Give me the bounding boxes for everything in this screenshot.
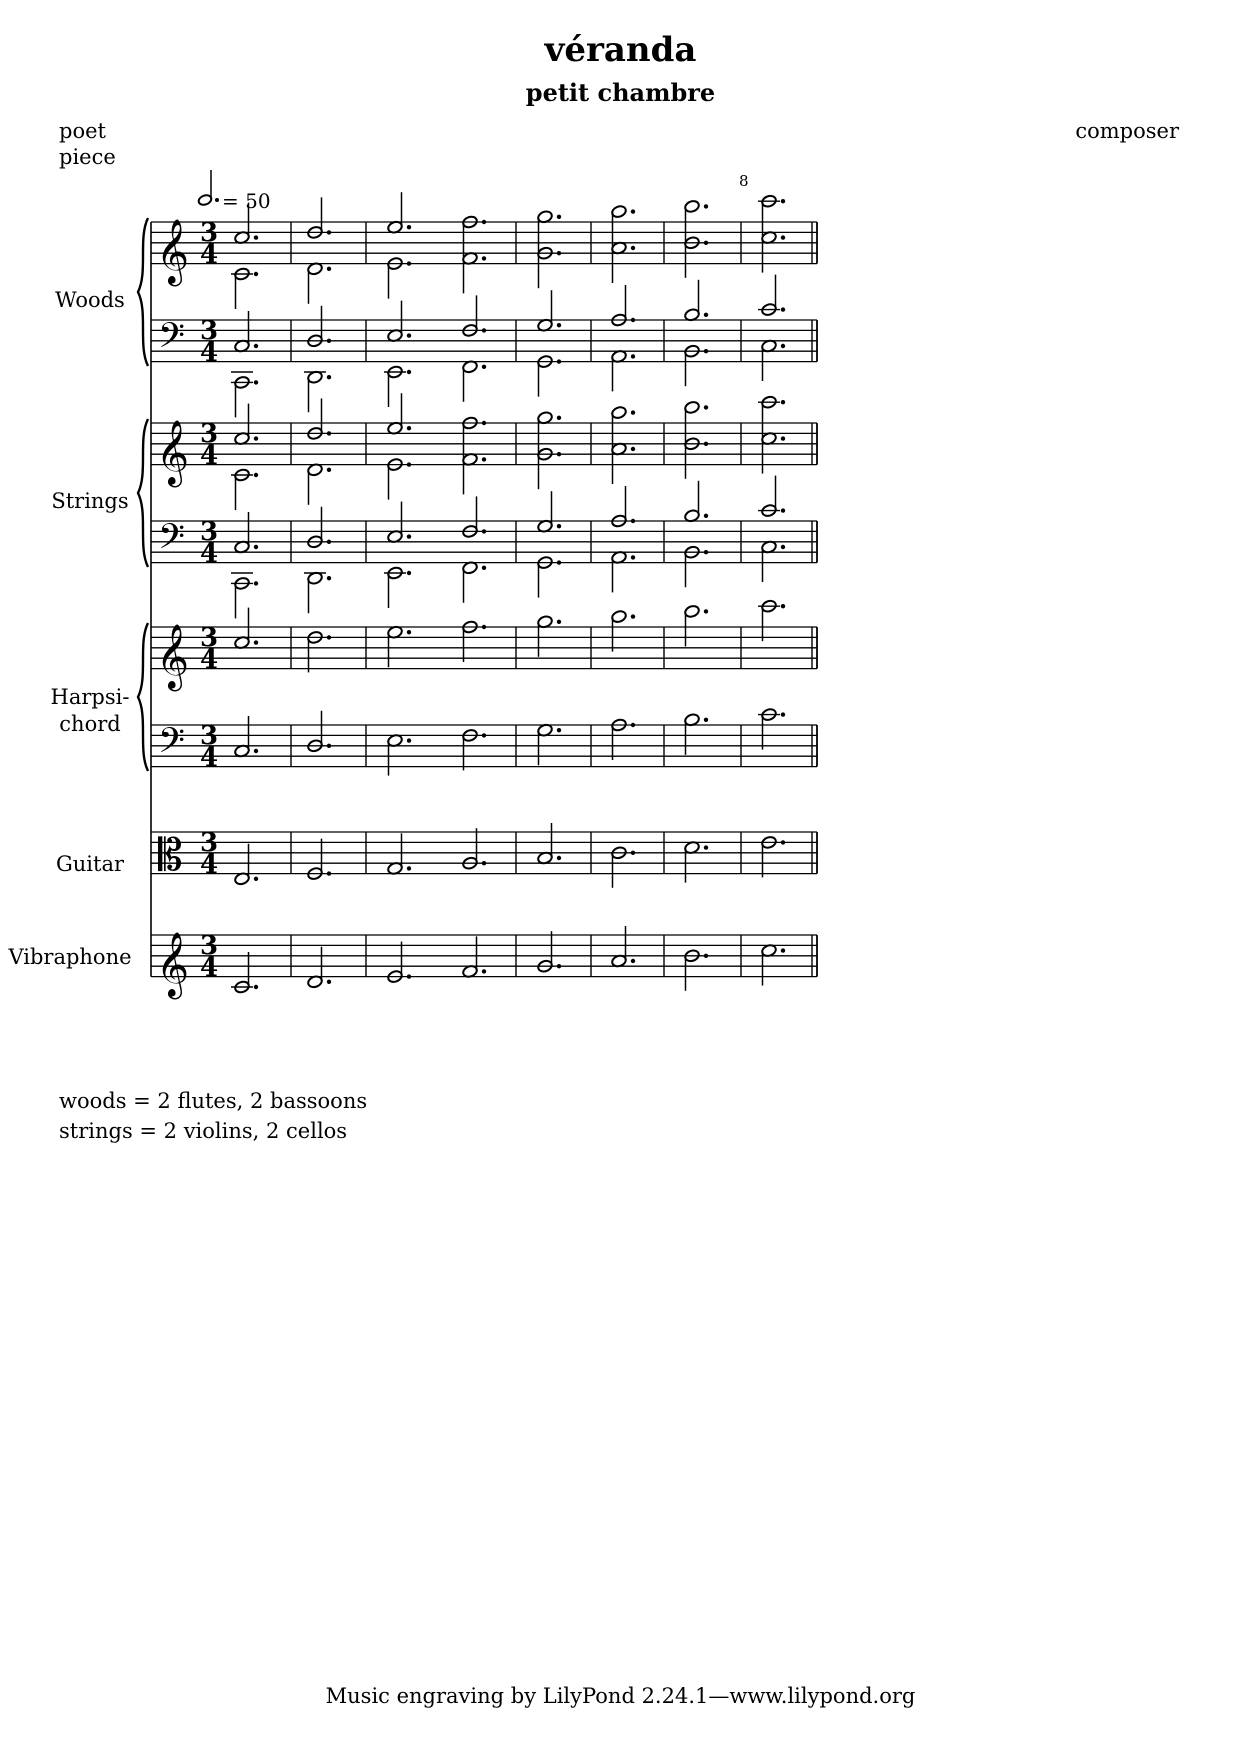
treble-clef: 𝄞 — [156, 932, 190, 997]
harpsichord-bass-note — [611, 718, 635, 760]
augmentation-dot — [704, 718, 708, 722]
augmentation-dot — [557, 215, 561, 219]
bass-lower-note — [537, 556, 561, 598]
bass-upper-note — [462, 295, 486, 337]
augmentation-dot — [631, 354, 635, 358]
augmentation-dot — [704, 349, 708, 353]
bass-upper-note — [462, 496, 486, 538]
lower-voice-note — [537, 246, 561, 288]
brace-harpsichord — [138, 623, 148, 771]
augmentation-dot — [327, 980, 331, 984]
guitar-note — [537, 823, 561, 865]
bass-clef: 𝄢 — [158, 516, 186, 565]
staff-6 — [151, 832, 817, 874]
augmentation-dot — [407, 630, 411, 634]
lower-voice-note — [462, 452, 486, 494]
augmentation-dot — [781, 400, 785, 404]
lower-voice-note — [761, 432, 785, 474]
bass-clef: 𝄢 — [158, 720, 186, 769]
harpsichord-bass-note — [387, 734, 411, 776]
harpsichord-bass-note — [307, 711, 331, 753]
augmentation-dot — [407, 261, 411, 265]
bass-lower-note — [611, 550, 635, 592]
augmentation-dot — [482, 733, 486, 737]
lower-voice-note — [761, 231, 785, 273]
vibraphone-note — [462, 936, 486, 978]
augmentation-dot — [482, 328, 486, 332]
time-signature-bottom: 4 — [200, 645, 219, 675]
upper-voice-note — [761, 194, 785, 236]
time-signature-bottom: 4 — [200, 850, 219, 880]
upper-voice-note — [684, 199, 708, 241]
staff-1 — [151, 320, 817, 362]
augmentation-dot — [781, 508, 785, 512]
lower-voice-note — [387, 257, 411, 299]
upper-voice-note — [387, 393, 411, 435]
time-signature-bottom: 4 — [200, 953, 219, 983]
lower-voice-note — [234, 468, 258, 510]
ottava-mark: 8 — [739, 172, 749, 190]
harpsichord-treble-note — [684, 604, 708, 646]
augmentation-dot — [704, 609, 708, 613]
guitar-note — [611, 846, 635, 888]
augmentation-dot — [407, 426, 411, 430]
upper-voice-note — [611, 205, 635, 247]
augmentation-dot — [407, 225, 411, 229]
upper-voice-note — [234, 203, 258, 245]
lower-voice-note — [462, 251, 486, 293]
instrument-name-woods: Woods — [55, 288, 125, 312]
guitar-note — [761, 835, 785, 877]
bass-lower-note — [761, 540, 785, 582]
augmentation-dot — [781, 604, 785, 608]
augmentation-dot — [781, 199, 785, 203]
upper-voice-note — [611, 406, 635, 448]
engraving-footer: Music engraving by LilyPond 2.24.1—www.lilypond.org — [325, 1684, 916, 1708]
augmentation-dot — [254, 877, 258, 881]
guitar-note — [684, 841, 708, 883]
time-signature-top: 3 — [200, 517, 219, 547]
bass-upper-note — [611, 285, 635, 327]
harpsichord-bass-note — [234, 716, 258, 758]
bass-upper-note — [387, 301, 411, 343]
time-signature-top: 3 — [200, 828, 219, 858]
augmentation-dot — [781, 712, 785, 716]
bass-upper-note — [684, 280, 708, 322]
bass-lower-note — [462, 561, 486, 603]
harpsichord-bass-note — [537, 723, 561, 765]
lower-voice-note — [307, 463, 331, 505]
augmentation-dot — [781, 307, 785, 311]
treble-clef: 𝄞 — [156, 624, 190, 689]
augmentation-dot — [254, 380, 258, 384]
upper-voice-note — [307, 197, 331, 239]
augmentation-dot — [254, 581, 258, 585]
tempo-note-dot — [215, 198, 219, 202]
guitar-note — [234, 844, 258, 886]
augmentation-dot — [254, 545, 258, 549]
staff-3 — [151, 521, 817, 563]
poet-label: poet — [59, 119, 106, 143]
harpsichord-bass-note — [761, 708, 785, 750]
guitar-note — [462, 828, 486, 870]
harpsichord-treble-note — [462, 620, 486, 662]
vibraphone-note — [611, 926, 635, 968]
augmentation-dot — [631, 614, 635, 618]
augmentation-dot — [631, 851, 635, 855]
time-signature-top: 3 — [200, 931, 219, 961]
upper-voice-note — [537, 210, 561, 252]
upper-voice-note — [684, 400, 708, 442]
harpsichord-treble-note — [611, 610, 635, 652]
upper-voice-note — [387, 192, 411, 234]
vibraphone-note — [537, 931, 561, 973]
augmentation-dot — [482, 566, 486, 570]
bass-lower-note — [761, 339, 785, 381]
bass-upper-note — [761, 476, 785, 518]
upper-voice-note — [307, 398, 331, 440]
augmentation-dot — [482, 625, 486, 629]
upper-voice-note — [761, 395, 785, 437]
time-signature-top: 3 — [200, 623, 219, 653]
augmentation-dot — [327, 468, 331, 472]
augmentation-dot — [482, 861, 486, 865]
upper-voice-note — [537, 411, 561, 453]
vibraphone-note — [684, 949, 708, 991]
augmentation-dot — [704, 241, 708, 245]
tempo-note-icon — [197, 170, 219, 206]
augmentation-dot — [482, 529, 486, 533]
lower-voice-note — [684, 236, 708, 278]
harpsichord-bass-note — [684, 713, 708, 755]
lower-voice-note — [387, 458, 411, 500]
augmentation-dot — [407, 571, 411, 575]
harpsichord-treble-note — [387, 625, 411, 667]
time-signature-top: 3 — [200, 218, 219, 248]
time-signature-bottom: 4 — [200, 441, 219, 471]
bass-upper-note — [387, 502, 411, 544]
augmentation-dot — [254, 473, 258, 477]
augmentation-dot — [254, 344, 258, 348]
augmentation-dot — [254, 272, 258, 276]
augmentation-dot — [704, 845, 708, 849]
bass-clef: 𝄢 — [158, 315, 186, 364]
bass-lower-note — [387, 365, 411, 407]
augmentation-dot — [254, 235, 258, 239]
augmentation-dot — [781, 235, 785, 239]
score-subtitle: petit chambre — [525, 78, 716, 107]
upper-voice-note — [462, 215, 486, 257]
augmentation-dot — [781, 344, 785, 348]
augmentation-dot — [704, 204, 708, 208]
lower-voice-note — [537, 447, 561, 489]
bass-upper-note — [684, 481, 708, 523]
time-signature-bottom: 4 — [200, 539, 219, 569]
augmentation-dot — [557, 359, 561, 363]
augmentation-dot — [704, 442, 708, 446]
augmentation-dot — [557, 251, 561, 255]
augmentation-dot — [631, 410, 635, 414]
time-signature-top: 3 — [200, 419, 219, 449]
instrumentation-note-strings: strings = 2 violins, 2 cellos — [59, 1119, 348, 1143]
augmentation-dot — [704, 514, 708, 518]
bass-upper-note — [537, 290, 561, 332]
bass-upper-note — [234, 311, 258, 353]
augmentation-dot — [327, 267, 331, 271]
lower-voice-note — [684, 437, 708, 479]
brace-woods — [138, 218, 148, 366]
lower-voice-note — [611, 442, 635, 484]
augmentation-dot — [557, 728, 561, 732]
augmentation-dot — [557, 452, 561, 456]
augmentation-dot — [407, 974, 411, 978]
augmentation-dot — [557, 560, 561, 564]
augmentation-dot — [631, 723, 635, 727]
augmentation-dot — [557, 524, 561, 528]
bass-lower-note — [462, 360, 486, 402]
upper-voice-note — [462, 416, 486, 458]
augmentation-dot — [254, 749, 258, 753]
augmentation-dot — [557, 323, 561, 327]
vibraphone-note — [307, 947, 331, 989]
augmentation-dot — [407, 534, 411, 538]
harpsichord-bass-note — [462, 728, 486, 770]
instrument-name-vibraphone: Vibraphone — [8, 945, 132, 969]
harpsichord-treble-note — [761, 599, 785, 641]
instrument-name-strings: Strings — [51, 489, 129, 513]
augmentation-dot — [631, 959, 635, 963]
augmentation-dot — [407, 738, 411, 742]
augmentation-dot — [327, 339, 331, 343]
augmentation-dot — [482, 457, 486, 461]
augmentation-dot — [781, 840, 785, 844]
augmentation-dot — [781, 545, 785, 549]
bass-upper-note — [761, 275, 785, 317]
lower-voice-note — [234, 267, 258, 309]
harpsichord-treble-note — [537, 615, 561, 657]
bass-lower-note — [611, 349, 635, 391]
upper-voice-note — [234, 404, 258, 446]
vibraphone-note — [761, 944, 785, 986]
augmentation-dot — [631, 246, 635, 250]
augmentation-dot — [327, 375, 331, 379]
augmentation-dot — [631, 447, 635, 451]
time-signature-top: 3 — [200, 316, 219, 346]
score-title: véranda — [544, 30, 697, 70]
augmentation-dot — [631, 318, 635, 322]
bass-lower-note — [307, 571, 331, 613]
augmentation-dot — [482, 220, 486, 224]
augmentation-dot — [704, 954, 708, 958]
augmentation-dot — [407, 866, 411, 870]
augmentation-dot — [704, 313, 708, 317]
augmentation-dot — [254, 985, 258, 989]
time-signature-bottom: 4 — [200, 240, 219, 270]
augmentation-dot — [254, 436, 258, 440]
treble-clef: 𝄞 — [156, 420, 190, 485]
augmentation-dot — [327, 871, 331, 875]
augmentation-dot — [631, 519, 635, 523]
augmentation-dot — [327, 431, 331, 435]
bass-lower-note — [234, 375, 258, 417]
augmentation-dot — [482, 421, 486, 425]
instrumentation-note-woods: woods = 2 flutes, 2 bassoons — [59, 1089, 368, 1113]
time-signature-bottom: 4 — [200, 338, 219, 368]
bass-upper-note — [307, 306, 331, 348]
guitar-note — [387, 833, 411, 875]
bass-lower-note — [684, 344, 708, 386]
augmentation-dot — [704, 405, 708, 409]
augmentation-dot — [327, 635, 331, 639]
augmentation-dot — [482, 365, 486, 369]
augmentation-dot — [254, 640, 258, 644]
staff-5 — [151, 725, 817, 767]
tempo-value: = 50 — [222, 189, 271, 213]
bass-lower-note — [387, 566, 411, 608]
staff-4 — [151, 627, 817, 669]
time-signature-bottom: 4 — [200, 743, 219, 773]
augmentation-dot — [781, 948, 785, 952]
augmentation-dot — [327, 540, 331, 544]
augmentation-dot — [482, 256, 486, 260]
instrument-name-harpsichord-1: Harpsi- — [50, 685, 130, 709]
bass-lower-note — [684, 545, 708, 587]
lower-voice-note — [611, 241, 635, 283]
bass-lower-note — [307, 370, 331, 412]
augmentation-dot — [407, 370, 411, 374]
vibraphone-note — [234, 952, 258, 994]
bass-upper-note — [537, 491, 561, 533]
augmentation-dot — [557, 856, 561, 860]
augmentation-dot — [781, 436, 785, 440]
augmentation-dot — [557, 416, 561, 420]
instrument-name-guitar: Guitar — [55, 852, 124, 876]
time-signature-top: 3 — [200, 721, 219, 751]
composer-label: composer — [1075, 119, 1179, 143]
augmentation-dot — [631, 209, 635, 213]
lower-voice-note — [307, 262, 331, 304]
brace-strings — [138, 419, 148, 567]
bass-upper-note — [307, 507, 331, 549]
augmentation-dot — [704, 550, 708, 554]
bass-upper-note — [234, 512, 258, 554]
augmentation-dot — [407, 333, 411, 337]
augmentation-dot — [482, 969, 486, 973]
augmentation-dot — [631, 555, 635, 559]
bass-upper-note — [611, 486, 635, 528]
augmentation-dot — [557, 620, 561, 624]
alto-clef: 𝄡 — [158, 830, 183, 881]
vibraphone-note — [387, 942, 411, 984]
bass-lower-note — [234, 576, 258, 618]
augmentation-dot — [327, 230, 331, 234]
augmentation-dot — [327, 744, 331, 748]
treble-clef: 𝄞 — [156, 219, 190, 284]
augmentation-dot — [557, 964, 561, 968]
harpsichord-treble-note — [234, 608, 258, 650]
augmentation-dot — [407, 462, 411, 466]
guitar-note — [307, 839, 331, 881]
bass-lower-note — [537, 355, 561, 397]
augmentation-dot — [327, 576, 331, 580]
instrument-name-harpsichord-2: chord — [59, 712, 121, 736]
harpsichord-treble-note — [307, 630, 331, 672]
piece-label: piece — [59, 145, 116, 169]
